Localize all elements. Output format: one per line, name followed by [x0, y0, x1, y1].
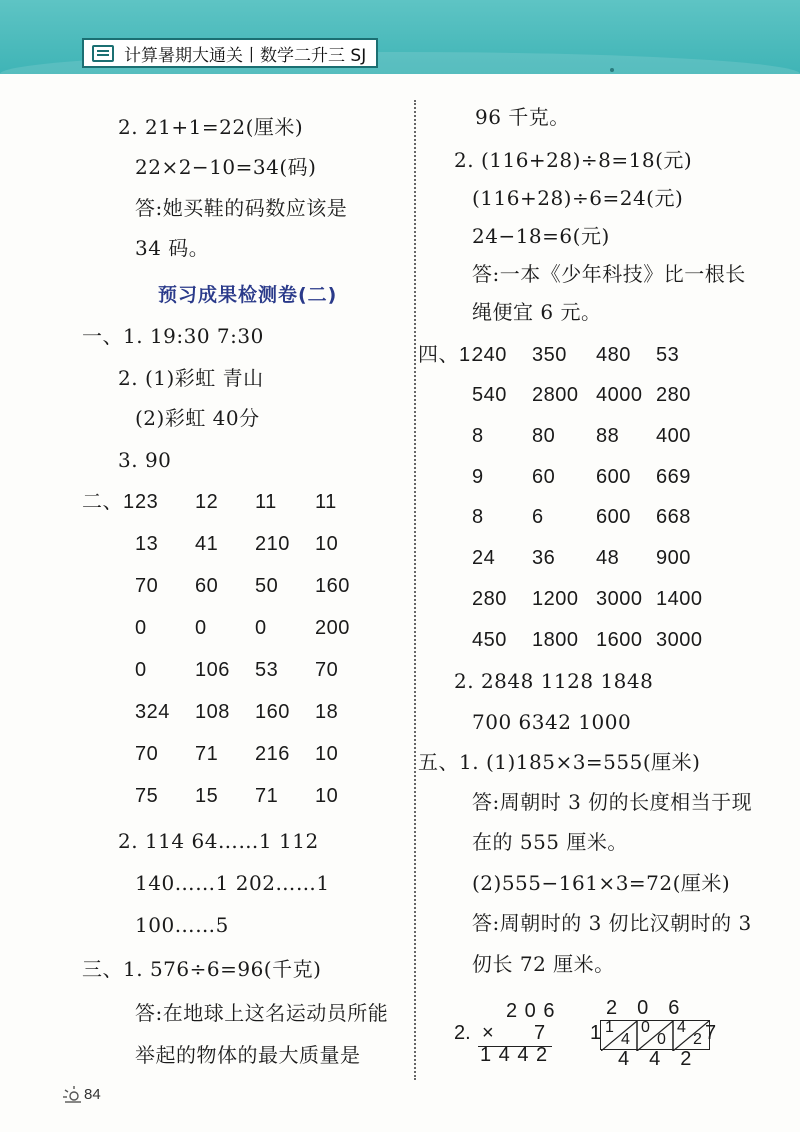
- answer-cell: 900: [656, 547, 691, 569]
- answer-cell: 108: [195, 701, 230, 723]
- answer-cell: 2800: [532, 384, 579, 406]
- answer-cell: 53: [656, 344, 680, 366]
- answer-cell: 1400: [656, 588, 703, 610]
- answer-cell: 210: [255, 533, 290, 555]
- answer-cell: 13: [135, 533, 159, 555]
- lattice-top-digit: 2: [606, 997, 638, 1019]
- answer-cell: 71: [195, 743, 219, 765]
- sun-icon: [62, 1084, 82, 1104]
- answer-cell: 0: [135, 617, 147, 639]
- answer-cell: 280: [656, 384, 691, 406]
- book-icon: [92, 45, 114, 62]
- answer-cell: 600: [596, 466, 631, 488]
- answer-cell: 48: [596, 547, 620, 569]
- answer-cell: 3000: [596, 588, 643, 610]
- answer-line: 3. 90: [118, 448, 172, 472]
- answer-cell: 9: [472, 466, 484, 488]
- lattice-top-digit: 0: [637, 997, 669, 1019]
- page-number: 84: [84, 1086, 101, 1103]
- answer-cell: 70: [315, 659, 339, 681]
- lattice-cell-digit: 2: [693, 1031, 702, 1048]
- answer-cell: 1800: [532, 629, 579, 651]
- answer-line: 700 6342 1000: [472, 710, 632, 734]
- answer-cell: 450: [472, 629, 507, 651]
- answer-cell: 10: [315, 785, 339, 807]
- answer-line: 在的 555 厘米。: [472, 830, 628, 854]
- answer-cell: 0: [195, 617, 207, 639]
- section-title: 预习成果检测卷(二): [158, 284, 338, 306]
- answer-cell: 11: [255, 491, 277, 513]
- answer-cell: 75: [135, 785, 159, 807]
- answer-cell: 400: [656, 425, 691, 447]
- answer-cell: 540: [472, 384, 507, 406]
- lattice-cell-digit: 0: [657, 1031, 666, 1048]
- answer-cell: 350: [532, 344, 567, 366]
- answer-cell: 8: [472, 425, 484, 447]
- answer-line: 答:在地球上这名运动员所能: [135, 1001, 389, 1025]
- lattice-bottom-digit: 4: [618, 1048, 650, 1070]
- calc-multiplier: 7: [534, 1022, 546, 1044]
- answer-cell: 160: [315, 575, 350, 597]
- answer-cell: 10: [315, 533, 339, 555]
- answer-cell: 60: [532, 466, 556, 488]
- answer-line: (116+28)÷6=24(元): [472, 186, 684, 210]
- answer-cell: 18: [315, 701, 339, 723]
- answer-line: 22×2−10=34(码): [135, 155, 317, 179]
- answer-cell: 88: [596, 425, 620, 447]
- answer-cell: 10: [315, 743, 339, 765]
- answer-line: 34 码。: [135, 236, 210, 260]
- lattice-top-digit: 6: [668, 997, 700, 1019]
- answer-cell: 0: [255, 617, 267, 639]
- answer-line: (2)彩虹 40分: [135, 406, 260, 430]
- answer-cell: 12: [195, 491, 219, 513]
- answer-cell: 1600: [596, 629, 643, 651]
- calc-top: 2 0 6: [506, 1000, 556, 1022]
- answer-cell: 70: [135, 743, 159, 765]
- answer-cell: 70: [135, 575, 159, 597]
- answer-line: 140……1 202……1: [135, 871, 330, 895]
- lattice-grid: [600, 1020, 710, 1050]
- answer-line: 2. (116+28)÷8=18(元): [454, 148, 693, 172]
- lattice-top-digits: [606, 997, 716, 1020]
- answer-cell: 80: [532, 425, 556, 447]
- answer-cell: 11: [315, 491, 337, 513]
- answer-cell: 106: [195, 659, 230, 681]
- answer-cell: 280: [472, 588, 507, 610]
- answer-line: 2. 2848 1128 1848: [454, 669, 654, 693]
- answer-cell: 668: [656, 506, 691, 528]
- column-divider: [414, 100, 416, 1080]
- question-label: 二、1.: [82, 491, 141, 513]
- answer-cell: 1200: [532, 588, 579, 610]
- answer-cell: 6: [532, 506, 544, 528]
- answer-cell: 60: [195, 575, 219, 597]
- book-title-tag: [82, 38, 378, 68]
- answer-cell: 324: [135, 701, 170, 723]
- answer-cell: 200: [315, 617, 350, 639]
- answer-line: 100……5: [135, 913, 229, 937]
- answer-line: 答:周朝时的 3 仞比汉朝时的 3: [472, 911, 752, 935]
- lattice-bottom-digits: [618, 1048, 718, 1071]
- answer-line: 2. 21+1=22(厘米): [118, 115, 304, 139]
- answer-line: 24−18=6(元): [472, 224, 610, 248]
- answer-line: (2)555−161×3=72(厘米): [472, 871, 731, 895]
- answer-cell: 36: [532, 547, 556, 569]
- answer-cell: 0: [135, 659, 147, 681]
- lattice-left-digit: 1: [590, 1022, 602, 1044]
- lattice-right-digit: 7: [705, 1022, 717, 1044]
- answer-line: 一、1. 19:30 7:30: [82, 324, 264, 348]
- answer-line: 答:一本《少年科技》比一根长: [472, 262, 746, 286]
- answer-cell: 53: [255, 659, 279, 681]
- lattice-cell-digit: 4: [621, 1031, 630, 1048]
- answer-cell: 669: [656, 466, 691, 488]
- header-dot: [610, 68, 614, 72]
- lattice-cell-digit: 1: [605, 1019, 614, 1036]
- lattice-bottom-digit: 2: [680, 1048, 712, 1070]
- answer-cell: 3000: [656, 629, 703, 651]
- calc-label: 2.: [454, 1022, 471, 1044]
- answer-cell: 8: [472, 506, 484, 528]
- answer-cell: 71: [255, 785, 279, 807]
- answer-line: 绳便宜 6 元。: [472, 300, 602, 324]
- calc-result: 1 4 4 2: [480, 1044, 549, 1066]
- answer-cell: 15: [195, 785, 219, 807]
- answer-cell: 480: [596, 344, 631, 366]
- answer-cell: 23: [135, 491, 159, 513]
- question-label: 四、1.: [418, 344, 477, 366]
- answer-line: 2. (1)彩虹 青山: [118, 366, 264, 390]
- answer-cell: 160: [255, 701, 290, 723]
- answer-line: 答:她买鞋的码数应该是: [135, 196, 348, 220]
- answer-cell: 240: [472, 344, 507, 366]
- answer-line: 三、1. 576÷6=96(千克): [82, 957, 322, 981]
- answer-cell: 600: [596, 506, 631, 528]
- answer-line: 2. 114 64……1 112: [118, 829, 319, 853]
- answer-line: 96 千克。: [475, 105, 570, 129]
- lattice-bottom-digit: 4: [649, 1048, 681, 1070]
- answer-cell: 50: [255, 575, 279, 597]
- lattice-cell-digit: 0: [641, 1019, 650, 1036]
- answer-cell: 4000: [596, 384, 643, 406]
- lattice-cell-digit: 4: [677, 1019, 686, 1036]
- answer-line: 仞长 72 厘米。: [472, 952, 615, 976]
- answer-cell: 41: [195, 533, 219, 555]
- answer-cell: 24: [472, 547, 496, 569]
- answer-line: 五、1. (1)185×3=555(厘米): [418, 750, 701, 774]
- book-title: 计算暑期大通关丨数学二升三 SJ: [124, 45, 367, 66]
- calc-op: ×: [482, 1022, 494, 1044]
- answer-line: 答:周朝时 3 仞的长度相当于现: [472, 790, 753, 814]
- answer-cell: 216: [255, 743, 290, 765]
- answer-line: 举起的物体的最大质量是: [135, 1043, 361, 1067]
